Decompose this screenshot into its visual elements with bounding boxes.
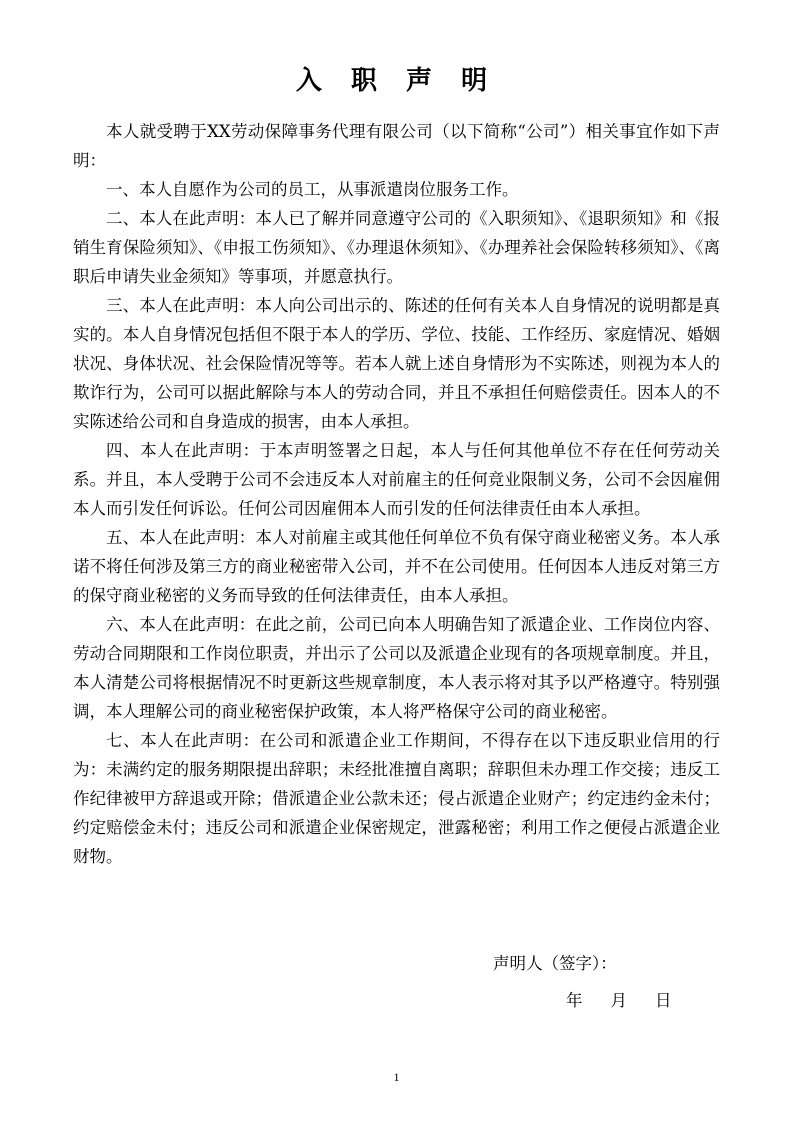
signature-date (566, 988, 672, 1014)
clause-2: 二、本人在此声明：本人已了解并同意遵守公司的《入职须知》、《退职须知》和《报销生育保险须知》、《申报工伤须知》、《办理退休须知》、《办理养社会保险转移须知》、《离职后申请失业金须知》等事项，并愿意执行。 (73, 209, 720, 286)
clause-6: 六、本人在此声明：在此之前，公司已向本人明确告知了派遣企业、工作岗位内容、劳动合同期限和工作岗位职责，并出示了公司以及派遣企业现有的各项规章制度。并且，本人清楚公司将根据情况不时更新这些规章制度，本人表示将对其予以严格遵守。特别强调，本人理解公司的商业秘密保护政策，本人将严格保守公司的商业秘密。 (73, 615, 720, 721)
date-year-label: 年 (566, 991, 583, 1010)
intro-paragraph: 本人就受聘于XX劳动保障事务代理有限公司（以下简称“公司”）相关事宜作如下声明： (73, 122, 720, 170)
signature-label: 声明人（签字）： (493, 954, 617, 973)
date-month-label: 月 (610, 991, 627, 1010)
clause-5: 五、本人在此声明：本人对前雇主或其他任何单位不负有保守商业秘密义务。本人承诺不将任何涉及第三方的商业秘密带入公司，并不在公司使用。任何因本人违反对第三方的保守商业秘密的义务而导致的任何法律责任，由本人承担。 (73, 528, 720, 605)
clause-7: 七、本人在此声明：在公司和派遣企业工作期间，不得存在以下违反职业信用的行为：未满约定的服务期限提出辞职；未经批准擅自离职；辞职但未办理工作交接；违反工作纪律被甲方辞退或开除；借派遣企业公款未还；侵占派遣企业财产；约定违约金未付；约定赔偿金未付；违反公司和派遣企业保密规定，泄露秘密；利用工作之便侵占派遣企业财物。 (73, 731, 720, 866)
page-number: 1 (393, 1070, 400, 1084)
clause-3: 三、本人在此声明：本人向公司出示的、陈述的任何有关本人自身情况的说明都是真实的。本人自身情况包括但不限于本人的学历、学位、技能、工作经历、家庭情况、婚姻状况、身体状况、社会保险情况等等。若本人就上述自身情形为不实陈述，则视为本人的欺诈行为，公司可以据此解除与本人的劳动合同，并且不承担任何赔偿责任。因本人的不实陈述给公司和自身造成的损害，由本人承担。 (73, 296, 720, 431)
document-title: 入 职 声 明 (295, 66, 498, 96)
clause-4: 四、本人在此声明：于本声明签署之日起，本人与任何其他单位不存在任何劳动关系。并且，本人受聘于公司不会违反本人对前雇主的任何竞业限制义务，公司不会因雇佣本人而引发任何诉讼。任何公司因雇佣本人而引发的任何法律责任由本人承担。 (73, 441, 720, 518)
clause-1: 一、本人自愿作为公司的员工，从事派遣岗位服务工作。 (106, 180, 519, 199)
date-day-label: 日 (655, 991, 672, 1010)
document-body (73, 117, 720, 871)
